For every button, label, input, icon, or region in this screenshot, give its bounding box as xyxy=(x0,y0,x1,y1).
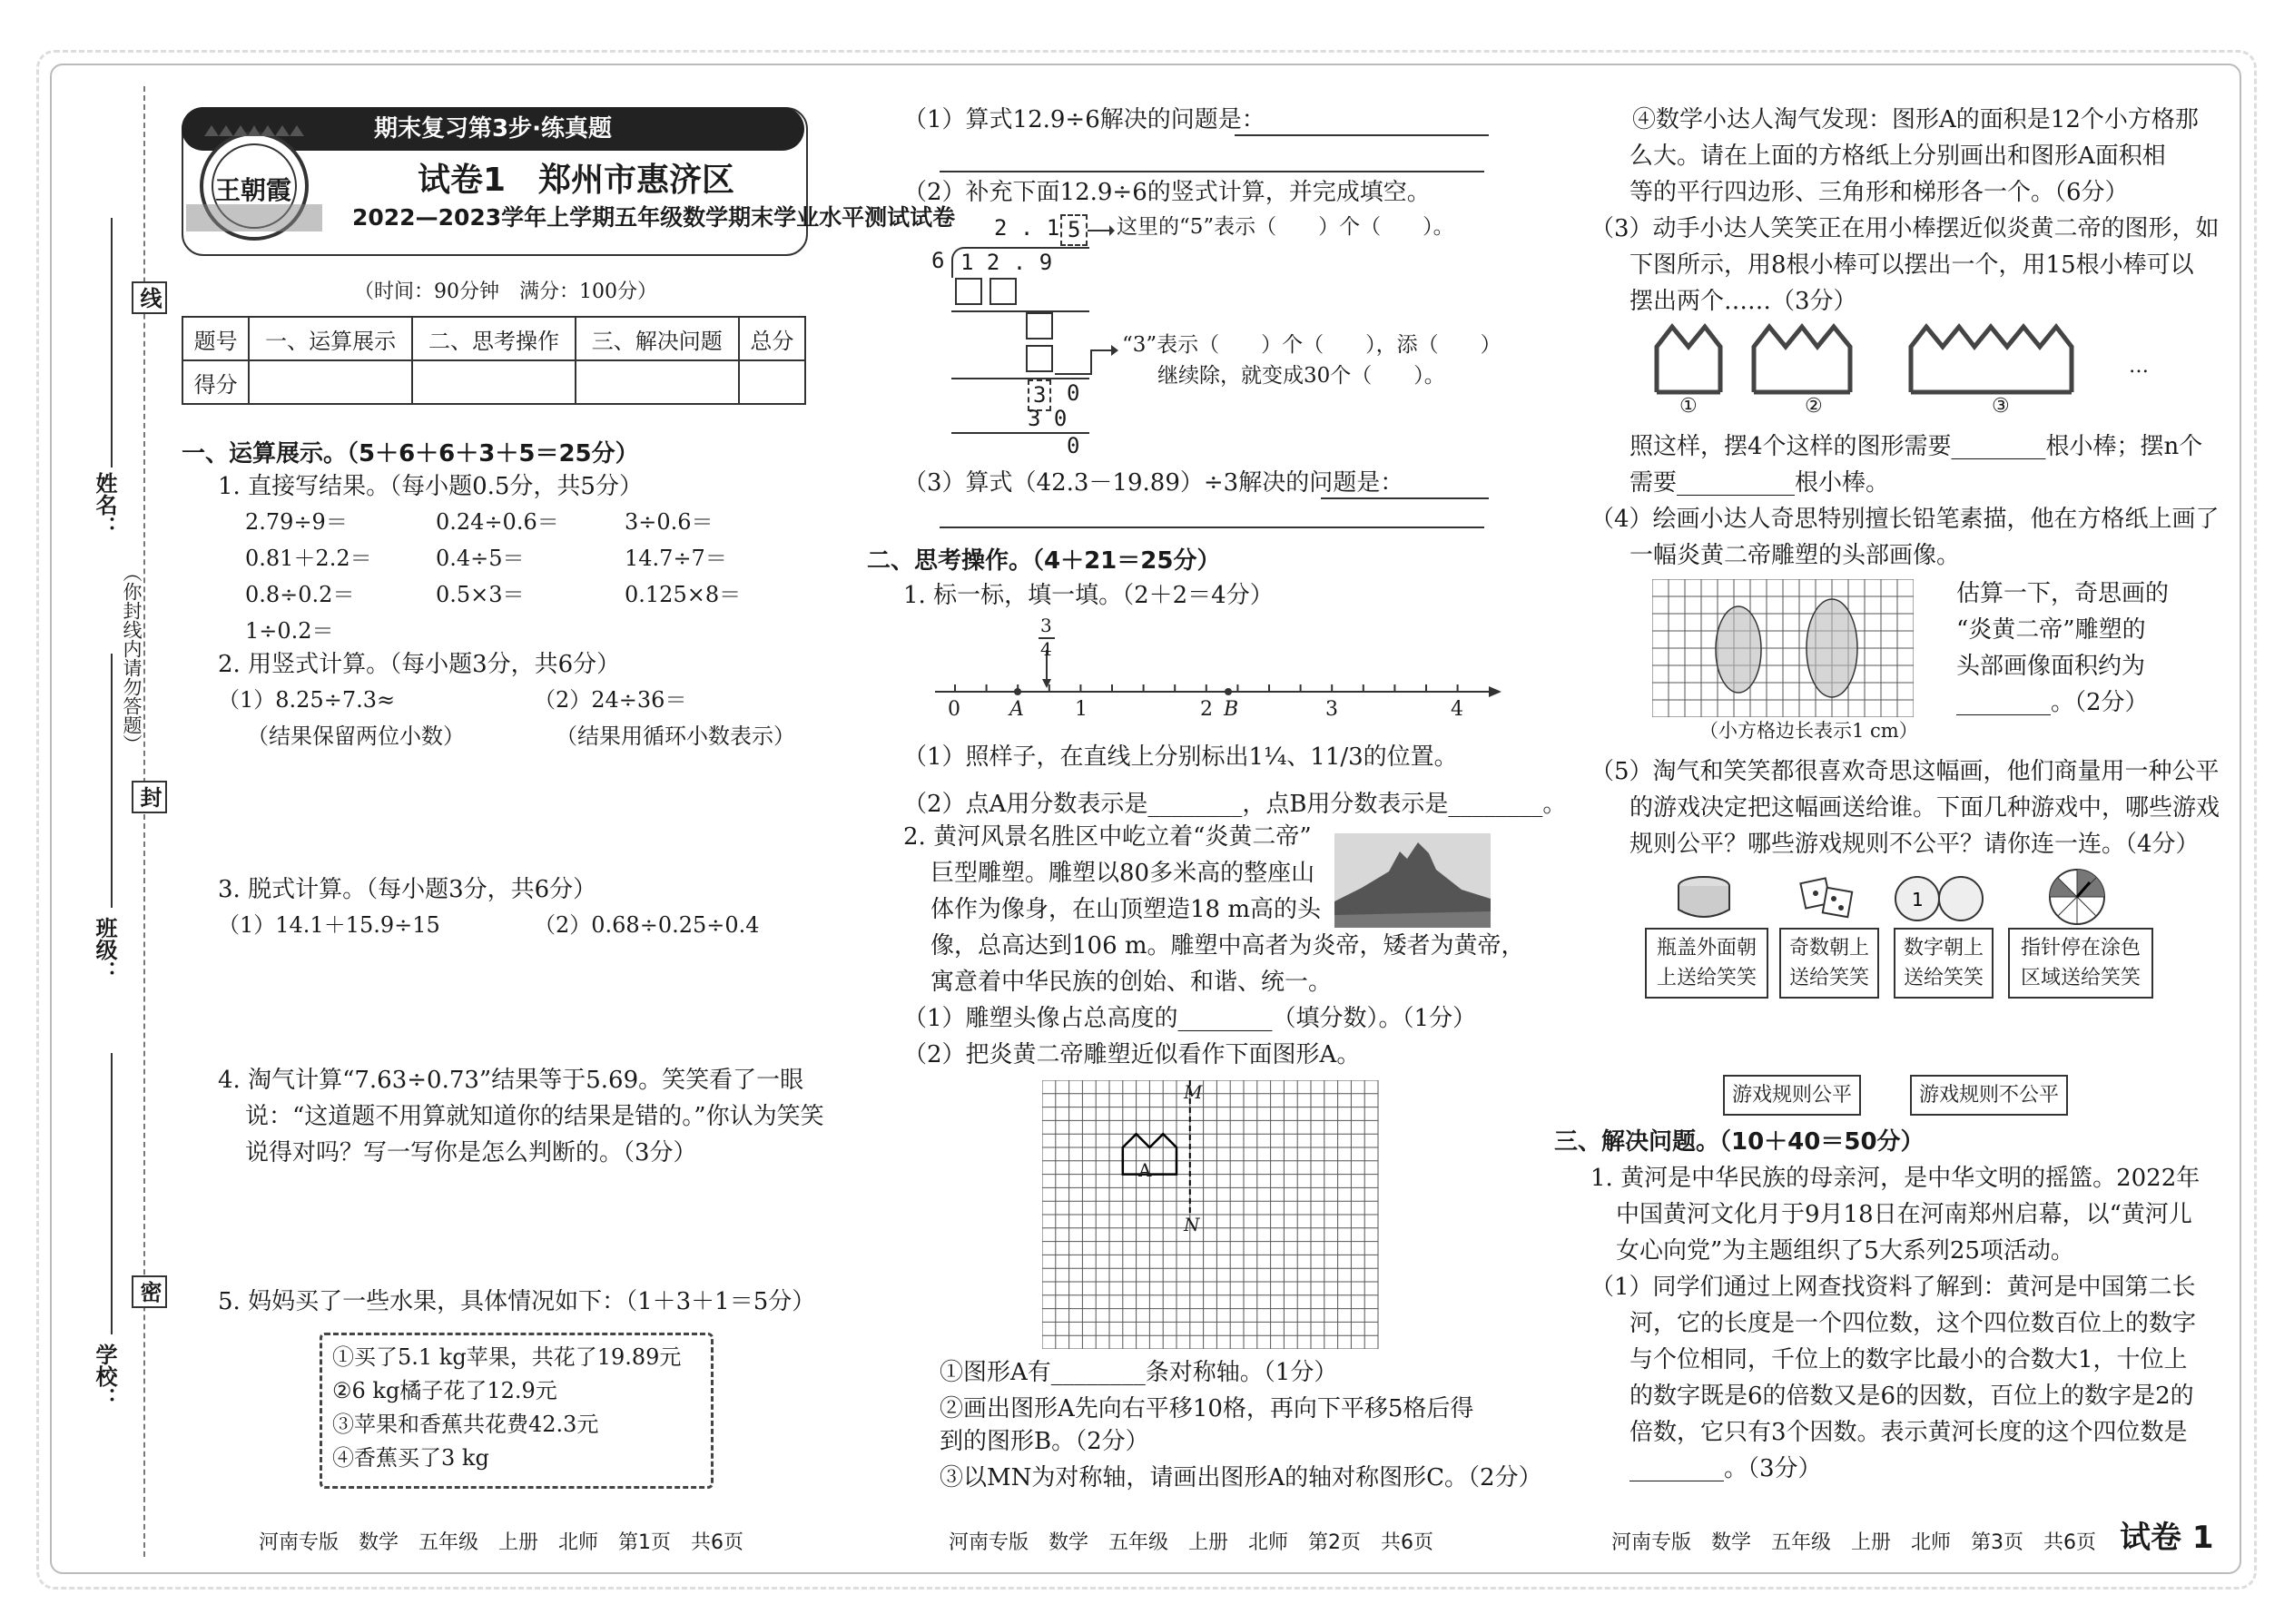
score-header-0: 题号 xyxy=(182,317,249,360)
nl-frac-den: 4 xyxy=(1040,638,1052,660)
game-card-label: 数字朝上 送给笑笑 xyxy=(1903,937,1984,989)
score-table xyxy=(182,316,806,405)
game-card-coins[interactable] xyxy=(1894,928,1994,999)
spinner-icon xyxy=(2046,866,2108,928)
q2b: （2）24÷36＝ xyxy=(534,687,687,713)
fruit-item: ②6 kg橘子花了12.9元 xyxy=(332,1378,557,1403)
c4-line: ④数学小达人淘气发现：图形A的面积是12个小方格那 xyxy=(1632,106,2199,133)
r1a-line: （1）同学们通过上网查找资料了解到：黄河是中国第二长 xyxy=(1590,1274,2196,1301)
header-banner: 期末复习第3步·练真题 xyxy=(182,107,804,151)
r1a-line: 的数字既是6的倍数又是6的因数，百位上的数字是2的 xyxy=(1629,1383,2194,1410)
unfair-rule-box[interactable]: 游戏规则不公平 xyxy=(1910,1075,2068,1116)
paper-title: 试卷1 郑州市惠济区 xyxy=(418,162,735,199)
p1-question: （1）算式12.9÷6解决的问题是： xyxy=(903,106,1265,133)
stick-figures xyxy=(1652,320,2133,401)
q4-line: 说得对吗？写一写你是怎么判断的。（3分） xyxy=(245,1139,697,1166)
c5-line: （5）淘气和笑笑都很喜欢奇思这幅画，他们商量用一种公平 xyxy=(1590,758,2220,785)
arrow-icon xyxy=(1055,332,1118,378)
div-divisor: 6 xyxy=(931,248,945,273)
svg-text:1: 1 xyxy=(1912,889,1924,910)
r1a-line: 倍数，它只有3个因数。表示黄河长度的这个四位数是 xyxy=(1629,1419,2188,1446)
s2-line: 2. 黄河风景名胜区中屹立着“炎黄二帝” xyxy=(903,823,1312,851)
s2-line: 体作为像身，在山顶塑造18 m高的头 xyxy=(930,896,1322,923)
r1a-line: ________。（3分） xyxy=(1629,1455,1822,1482)
q1-item: 0.4÷5＝ xyxy=(436,546,525,571)
score-header-4: 总分 xyxy=(739,317,805,360)
div-final: 0 xyxy=(1067,433,1080,458)
estimate-line: 头部画像面积约为 xyxy=(1956,653,2146,680)
q3a: （1）14.1＋15.9÷15 xyxy=(218,912,440,938)
nl-label: 2 xyxy=(1200,698,1213,721)
div-dividend: 1 2 . 9 xyxy=(960,250,1053,275)
answer-line[interactable] xyxy=(1321,497,1489,499)
q1-item: 14.7÷7＝ xyxy=(625,546,727,571)
grid-paper-a xyxy=(1042,1080,1380,1349)
q1-item: 3÷0.6＝ xyxy=(625,509,714,535)
c4-line: 么大。请在上面的方格纸上分别画出和图形A面积相 xyxy=(1629,143,2166,170)
nl-label: 4 xyxy=(1451,698,1463,721)
r1-line: 中国黄河文化月于9月18日在河南郑州启幕，以“黄河儿 xyxy=(1616,1201,2192,1228)
q4-line: 说：“这道题不用算就知道你的结果是错的。”你认为笑笑 xyxy=(245,1103,824,1130)
s2-line: 像，总高达到106 m。雕塑中高者为炎帝，矮者为黄帝， xyxy=(930,932,1525,960)
answer-line[interactable] xyxy=(1235,134,1489,136)
score-header-1: 一、运算展示 xyxy=(249,317,412,360)
score-cell[interactable] xyxy=(249,360,412,404)
nl-label-B: B xyxy=(1224,698,1239,721)
game-card-spinner[interactable] xyxy=(2008,928,2153,999)
estimate-line: “炎黄二帝”雕塑的 xyxy=(1956,616,2146,644)
footer-page-1: 河南专版 数学 五年级 上册 北师 第1页 共6页 xyxy=(259,1531,743,1554)
s2a: （1）雕塑头像占总高度的________（填分数）。（1分） xyxy=(903,1005,1477,1032)
q2-title: 2. 用竖式计算。（每小题3分，共6分） xyxy=(218,651,621,678)
dice-icon xyxy=(1797,873,1856,924)
c5-line: 规则公平？哪些游戏规则不公平？请你连一连。（4分） xyxy=(1629,831,2200,858)
line-mark: 线 xyxy=(132,281,167,314)
c3-q1: 照这样，摆4个这样的图形需要________根小棒；摆n个 xyxy=(1629,433,2203,460)
nl-frac-num: 3 xyxy=(1040,615,1052,636)
bottle-cap-icon xyxy=(1672,873,1736,924)
footer-page-3: 河南专版 数学 五年级 上册 北师 第3页 共6页 xyxy=(1611,1531,2096,1554)
q4-line: 4. 淘气计算“7.63÷0.73”结果等于5.69。笑笑看了一眼 xyxy=(218,1067,804,1094)
q1-item: 1÷0.2＝ xyxy=(245,618,334,644)
q1-item: 2.79÷9＝ xyxy=(245,509,348,535)
div-remainder: 3 xyxy=(1028,379,1051,411)
logo xyxy=(186,118,322,245)
score-cell[interactable] xyxy=(739,360,805,404)
s1b: （2）点A用分数表示是________，点B用分数表示是________。 xyxy=(903,791,1567,818)
s2-line: 巨型雕塑。雕塑以80多米高的整座山 xyxy=(930,860,1315,887)
grid-label-M: M xyxy=(1184,1081,1203,1103)
name-field-line[interactable] xyxy=(111,218,113,468)
fair-rule-box[interactable]: 游戏规则公平 xyxy=(1723,1075,1861,1116)
c4b-line: 一幅炎黄二帝雕塑的头部画像。 xyxy=(1629,542,1961,569)
div-box-digit: 5 xyxy=(1060,214,1088,246)
c4-line: 等的平行四边形、三角形和梯形各一个。（6分） xyxy=(1629,179,2129,206)
div-note-1: 这里的“5”表示（ ）个（ ）。 xyxy=(1117,215,1454,239)
q1-item: 0.24÷0.6＝ xyxy=(436,509,559,535)
school-field-line[interactable] xyxy=(111,1053,113,1334)
name-label: 姓名： xyxy=(92,472,117,537)
game-card-bottle-cap[interactable] xyxy=(1645,928,1768,999)
q1-item: 0.5×3＝ xyxy=(436,582,525,607)
grid-label-N: N xyxy=(1184,1214,1200,1235)
q3b: （2）0.68÷0.25÷0.4 xyxy=(534,912,760,938)
logo-text: 王朝霞 xyxy=(215,175,292,205)
nl-label: 3 xyxy=(1325,698,1338,721)
paper-mark: 试卷 1 xyxy=(2120,1520,2214,1556)
fig-label: … xyxy=(2129,355,2149,378)
c4b-line: （4）绘画小达人奇思特别擅长铅笔素描，他在方格纸上画了 xyxy=(1590,506,2220,533)
game-card-label: 瓶盖外面朝 上送给笑笑 xyxy=(1656,937,1757,989)
sketch-head xyxy=(1716,606,1761,693)
s2-line: 寓意着中华民族的创始、和谐、统一。 xyxy=(930,969,1333,996)
c3-line: 下图所示，用8根小棒可以摆出一个，用15根小棒可以 xyxy=(1629,251,2194,279)
blank-box[interactable] xyxy=(989,278,1017,305)
coins-icon xyxy=(1894,873,1984,924)
div-rule xyxy=(951,310,1089,312)
blank-box[interactable] xyxy=(1026,312,1053,340)
q1-item: 0.81＋2.2＝ xyxy=(245,546,372,571)
p3-question: （3）算式（42.3－19.89）÷3解决的问题是： xyxy=(903,469,1404,497)
grid-caption: （小方格边长表示1 cm） xyxy=(1699,720,1918,742)
score-header-3: 三、解决问题 xyxy=(576,317,739,360)
div-product: 3 0 xyxy=(1028,406,1068,431)
score-cell[interactable] xyxy=(412,360,576,404)
blank-box[interactable] xyxy=(955,278,982,305)
nl-label: 1 xyxy=(1075,698,1088,721)
fig-label: ③ xyxy=(1992,395,2010,418)
paper-subtitle: 2022—2023学年上学期五年级数学期末学业水平测试试卷 xyxy=(352,204,956,231)
section-3-title: 三、解决问题。（10＋40＝50分） xyxy=(1554,1128,1925,1156)
s2b: （2）把炎黄二帝雕塑近似看作下面图形A。 xyxy=(903,1041,1361,1068)
s2b3: ③以MN为对称轴，请画出图形A的轴对称图形C。（2分） xyxy=(940,1464,1542,1491)
s2b1: ①图形A有________条对称轴。（1分） xyxy=(940,1359,1338,1386)
answer-line[interactable] xyxy=(940,171,1484,172)
sketch-head xyxy=(1807,599,1857,697)
score-row-label: 得分 xyxy=(182,360,249,404)
c3-line: 摆出两个……（3分） xyxy=(1629,288,1857,315)
game-card-dice[interactable] xyxy=(1779,928,1879,999)
class-label: 班级： xyxy=(92,917,117,982)
fig-label: ② xyxy=(1805,395,1823,418)
q2b-note: （结果用循环小数表示） xyxy=(556,723,795,749)
r1a-line: 河，它的长度是一个四位数，这个四位数百位上的数字 xyxy=(1629,1310,2197,1337)
game-card-label: 奇数朝上 送给笑笑 xyxy=(1788,937,1869,989)
div-quotient: 2 . 1 xyxy=(994,215,1060,241)
r1a-line: 与个位相同，千位上的数字比最小的合数大1，十位上 xyxy=(1629,1346,2188,1373)
fruit-item: ③苹果和香蕉共花费42.3元 xyxy=(332,1412,599,1437)
s1a: （1）照样子，在直线上分别标出1¼、11/3的位置。 xyxy=(903,743,1458,771)
seal-mark: 封 xyxy=(132,781,167,813)
r1-line: 女心向党”为主题组织了5大系列25项活动。 xyxy=(1616,1237,2074,1265)
section-1-title: 一、运算展示。（5＋6＋6＋3＋5＝25分） xyxy=(182,440,639,468)
footer-page-2: 河南专版 数学 五年级 上册 北师 第2页 共6页 xyxy=(949,1531,1433,1554)
s2b2-line: 到的图形B。（2分） xyxy=(940,1428,1149,1455)
div-remainder-zero: 0 xyxy=(1067,380,1080,406)
nl-label: 0 xyxy=(948,698,960,721)
div-note-2: “3”表示（ ）个（ ），添（ ） xyxy=(1122,333,1501,357)
c3-line: （3）动手小达人笑笑正在用小棒摆近似炎黄二帝的图形，如 xyxy=(1590,215,2220,242)
score-cell[interactable] xyxy=(576,360,739,404)
q3-title: 3. 脱式计算。（每小题3分，共6分） xyxy=(218,876,597,903)
school-label: 学校： xyxy=(92,1343,117,1409)
s1-title: 1. 标一标，填一填。（2＋2＝4分） xyxy=(903,582,1274,609)
sculpture-photo xyxy=(1334,833,1491,928)
q1-item: 0.8÷0.2＝ xyxy=(245,582,355,607)
p2-question: （2）补充下面12.9÷6的竖式计算，并完成填空。 xyxy=(903,179,1431,206)
blank-box[interactable] xyxy=(1026,345,1053,372)
r1-line: 1. 黄河是中华民族的母亲河，是中华文明的摇篮。2022年 xyxy=(1590,1165,2200,1192)
s2b2-line: ②画出图形A先向右平移10格，再向下平移5格后得 xyxy=(940,1395,1474,1422)
sealed-mark: 密 xyxy=(132,1275,167,1308)
q2a-note: （结果保留两位小数） xyxy=(247,723,465,749)
answer-line[interactable] xyxy=(940,527,1484,528)
section-2-title: 二、思考操作。（4＋21＝25分） xyxy=(867,547,1221,575)
div-note-3: 继续除，就变成30个（ ）。 xyxy=(1157,364,1445,388)
binding-note: （你封线内请勿答题） xyxy=(121,563,143,753)
sculpture-image-icon xyxy=(1334,833,1491,928)
class-field-line[interactable] xyxy=(111,654,113,908)
c3-q2: 需要__________根小棒。 xyxy=(1629,469,1890,497)
estimate-line: ________。（2分） xyxy=(1956,689,2149,716)
score-header-2: 二、思考操作 xyxy=(412,317,576,360)
c5-line: 的游戏决定把这幅画送给谁。下面几种游戏中，哪些游戏 xyxy=(1629,794,2220,822)
fruit-item: ④香蕉买了3 kg xyxy=(332,1445,489,1471)
estimate-line: 估算一下，奇思画的 xyxy=(1956,580,2170,607)
q2a: （1）8.25÷7.3≈ xyxy=(218,687,396,713)
fig-label: ① xyxy=(1679,395,1698,418)
arrow-icon xyxy=(1088,221,1115,240)
nl-label-A: A xyxy=(1009,698,1024,721)
fruit-item: ①买了5.1 kg苹果，共花了19.89元 xyxy=(332,1344,682,1370)
grid-label-A: A xyxy=(1138,1159,1152,1181)
time-info: （时间：90分钟 满分：100分） xyxy=(354,281,657,303)
game-card-label: 指针停在涂色 区域送给笑笑 xyxy=(2020,937,2141,989)
q1-item: 0.125×8＝ xyxy=(625,582,742,607)
q5-title: 5. 妈妈买了一些水果，具体情况如下：（1＋3＋1＝5分） xyxy=(218,1288,816,1315)
q1-title: 1. 直接写结果。（每小题0.5分，共5分） xyxy=(218,473,643,500)
sketch-grid xyxy=(1652,579,1914,717)
